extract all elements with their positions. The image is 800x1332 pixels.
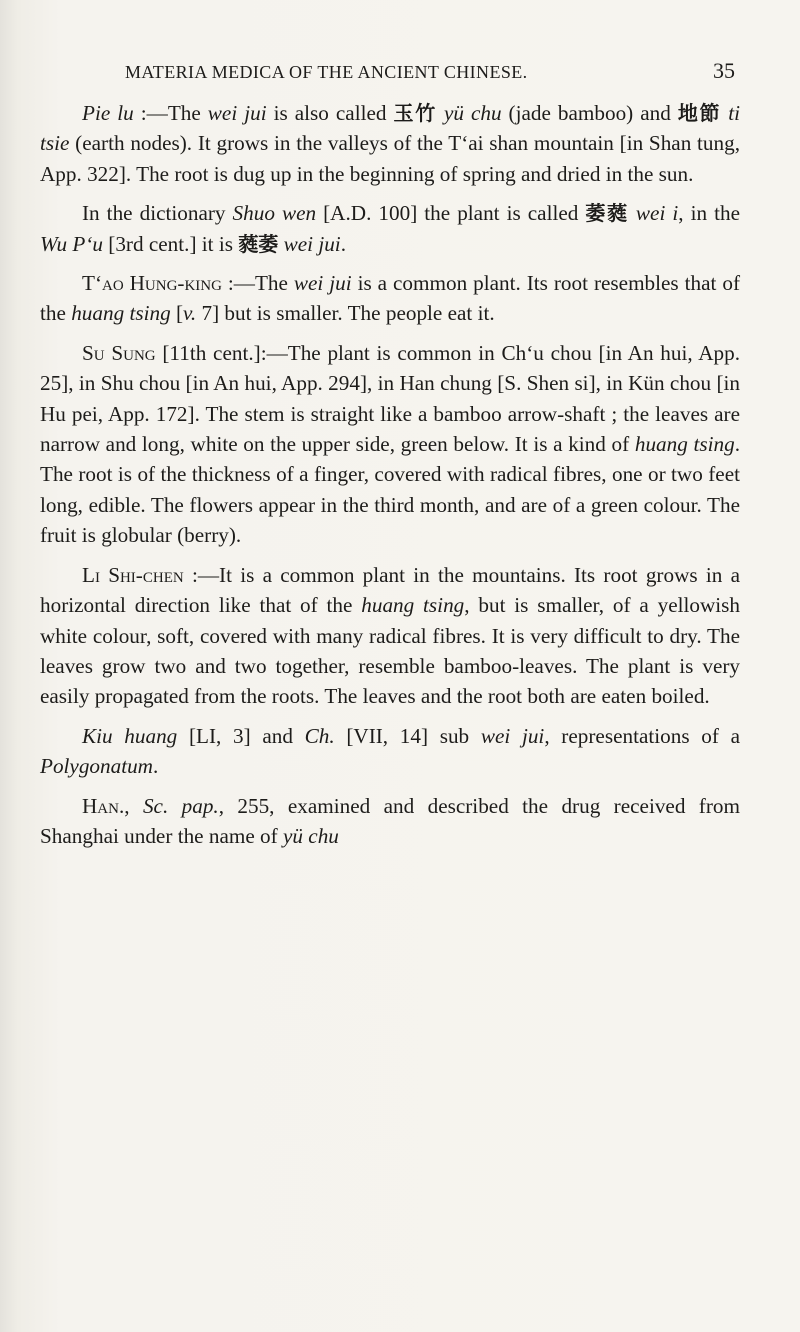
text-run: 7] but is smaller. The people eat it. xyxy=(196,301,495,326)
author-name: Han. xyxy=(82,793,125,818)
text-run: :—The xyxy=(221,271,294,296)
text-run: (jade bamboo) and xyxy=(501,101,678,125)
italic-term: ti tsie xyxy=(40,101,741,156)
running-title: MATERIA MEDICA OF THE ANCIENT CHINESE. xyxy=(125,62,528,82)
italic-term: wei jui xyxy=(480,723,545,748)
text-run: , 255, examined and described the drug received from Shanghai under the name of xyxy=(40,793,740,848)
page-number: 35 xyxy=(713,58,735,83)
italic-term: yü chu xyxy=(283,823,339,848)
body-text xyxy=(40,98,740,860)
text-run: In the dictionary xyxy=(82,201,233,226)
text-run: is also called xyxy=(266,101,394,125)
text-run: , xyxy=(124,793,143,818)
italic-term: Kiu huang xyxy=(82,723,178,748)
text-run: :—It is a common plant in the mountains. Its root grows in a horizontal direction like that of the xyxy=(40,562,741,618)
italic-term: huang tsing xyxy=(71,301,171,326)
text-run: [ xyxy=(170,301,184,326)
italic-term: Ch. xyxy=(304,723,335,748)
text-run: [A.D. 100] the plant is called xyxy=(316,201,586,226)
chinese-characters: 地節 xyxy=(677,101,722,125)
text-run: [LI, 3] and xyxy=(177,723,305,748)
text-run: , representations of a xyxy=(544,723,740,748)
text-run: :—The xyxy=(133,101,208,125)
text-run: . xyxy=(340,231,346,256)
text-run: . xyxy=(152,754,159,779)
running-header xyxy=(125,58,735,84)
italic-term: wei jui xyxy=(207,101,267,125)
chinese-characters: 萎蕤 xyxy=(585,201,629,226)
text-run xyxy=(629,201,636,225)
italic-term: Shuo wen xyxy=(232,201,317,226)
paragraph-han-sc-pap xyxy=(40,791,740,852)
italic-term: Pie lu xyxy=(82,101,134,125)
italic-term: Polygonatum xyxy=(40,754,153,779)
paragraph-pie-lu xyxy=(40,98,740,189)
chinese-characters: 蕤萎 xyxy=(238,231,279,256)
italic-term: v. xyxy=(183,301,197,326)
author-name: Li Shi-chen xyxy=(82,562,184,587)
chinese-characters: 玉竹 xyxy=(393,101,437,125)
text-run: [11th cent.]:—The plant is common in Ch‘u chou [in An hui, App. 25], in Shu chou [in An hui, App. 294], in Han chung [S. Shen si], in Kün chou [in Hu pei, App. 172]. The stem is straight like a bamboo arrow-shaft ; the leaves are narrow and long, white on the upper side, green below. It is a kind of xyxy=(40,340,740,457)
italic-term: wei jui xyxy=(293,271,352,296)
text-run: , but is smaller, of a yellowish white colour, soft, covered with many radical fibres. It is very difficult to dry. The leaves grow two and two together, resemble bamboo-leaves. The plant is very easily propagated from the roots. The leaves and the root both are eaten boiled. xyxy=(40,593,740,709)
paragraph-li-shi-chen xyxy=(40,560,740,712)
paragraph-tao-hung-king xyxy=(40,268,740,329)
text-run: [3rd cent.] it is xyxy=(102,231,239,256)
paragraph-shuo-wen xyxy=(40,198,740,259)
text-run: (earth nodes). It grows in the valleys of the T‘ai shan mountain [in Shan tung, App. 322]. The root is dug up in the beginning of spring and dried in the sun. xyxy=(40,131,740,186)
italic-term: Sc. pap. xyxy=(142,793,219,818)
paragraph-kiu-huang xyxy=(40,721,740,782)
italic-term: huang tsing xyxy=(634,432,735,457)
italic-term: Wu P‘u xyxy=(40,231,103,256)
text-run: , in the xyxy=(678,201,741,226)
italic-term: wei i xyxy=(635,201,679,226)
paragraph-su-sung xyxy=(40,338,740,551)
text-run: is a common plant. Its root resembles that of the xyxy=(40,271,740,326)
italic-term: yü chu xyxy=(443,101,502,125)
text-run xyxy=(437,101,444,125)
italic-term: wei jui xyxy=(283,231,341,256)
author-name: Su Sung xyxy=(82,340,156,365)
text-run: [VII, 14] sub xyxy=(334,723,481,748)
text-run: . The root is of the thickness of a finger, covered with radical fibres, one or two feet long, edible. The flowers appear in the third month, and are of a green colour. The fruit is globular (berry). xyxy=(40,432,740,548)
author-name: T‘ao Hung-king xyxy=(82,271,222,296)
italic-term: huang tsing xyxy=(361,593,465,618)
